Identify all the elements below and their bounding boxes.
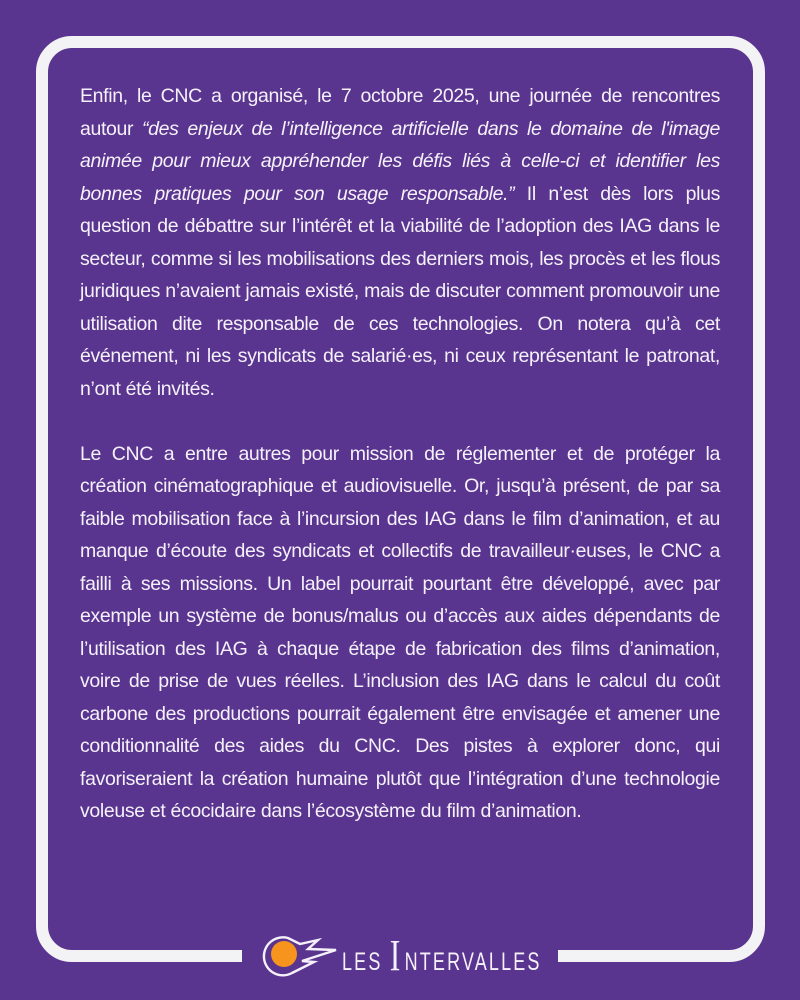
paragraph-1-body: Il n’est dès lors plus question de débattre sur l’intérêt et la viabilité de l’adoption des IAG dans le secteur, comme si les mobilisations des derniers mois, les procès et les flous juridiques n’avaient jamais existé, mais de discuter comment promouvoir une utilisation dite responsable de ces technologies. On notera qu’à cet événement, ni les syndicats de salarié·es, ni ceux représentant le patronat, n’ont été invités. — [80, 182, 720, 400]
logo-initial-i: I — [389, 931, 403, 980]
paragraph-1-quote: “des enjeux de l’intelligence artificielle dans le domaine de l'image animée pour mieux appréhender les défis liés à celle-ci et identifier les bonnes pratiques pour son usage responsable.” — [80, 117, 720, 205]
logo-word-ntervalles: NTERVALLES — [404, 948, 542, 976]
paragraph-2-body: Le CNC a entre autres pour mission de réglementer et de protéger la création cinématographique et audiovisuelle. Or, jusqu’à présent, de par sa faible mobilisation face à l’incursion des IAG dans le film d’animation, et au manque d’écoute des syndicats et collectifs de travailleur·euses, le CNC a failli à ses missions. Un label pourrait pourtant être développé, avec par exemple un système de bonus/malus ou d’accès aux aides dépendants de l’utilisation des IAG à chaque étape de fabrication des films d’animation, voire de prise de vues réelles. L’inclusion des IAG dans le calcul du coût carbone des productions pourrait également être envisagée et amener une conditionnalité des aides du CNC. Des pistes à explorer donc, qui favoriseraient la création humaine plutôt que l’intégration d’une technologie voleuse et écocidaire dans l’écosystème du film d’animation. — [80, 442, 720, 822]
paragraph-1-intro: Enfin, le CNC a organisé, le 7 octobre 2025, une journée de rencontres autour — [80, 85, 720, 140]
logo-word-les: LES — [342, 948, 383, 976]
logo-wordmark — [342, 931, 542, 980]
les-intervalles-logo — [262, 928, 619, 984]
article-body — [80, 80, 720, 828]
comet-icon — [262, 932, 338, 980]
paragraph-1 — [80, 80, 720, 405]
paragraph-2 — [80, 438, 720, 828]
